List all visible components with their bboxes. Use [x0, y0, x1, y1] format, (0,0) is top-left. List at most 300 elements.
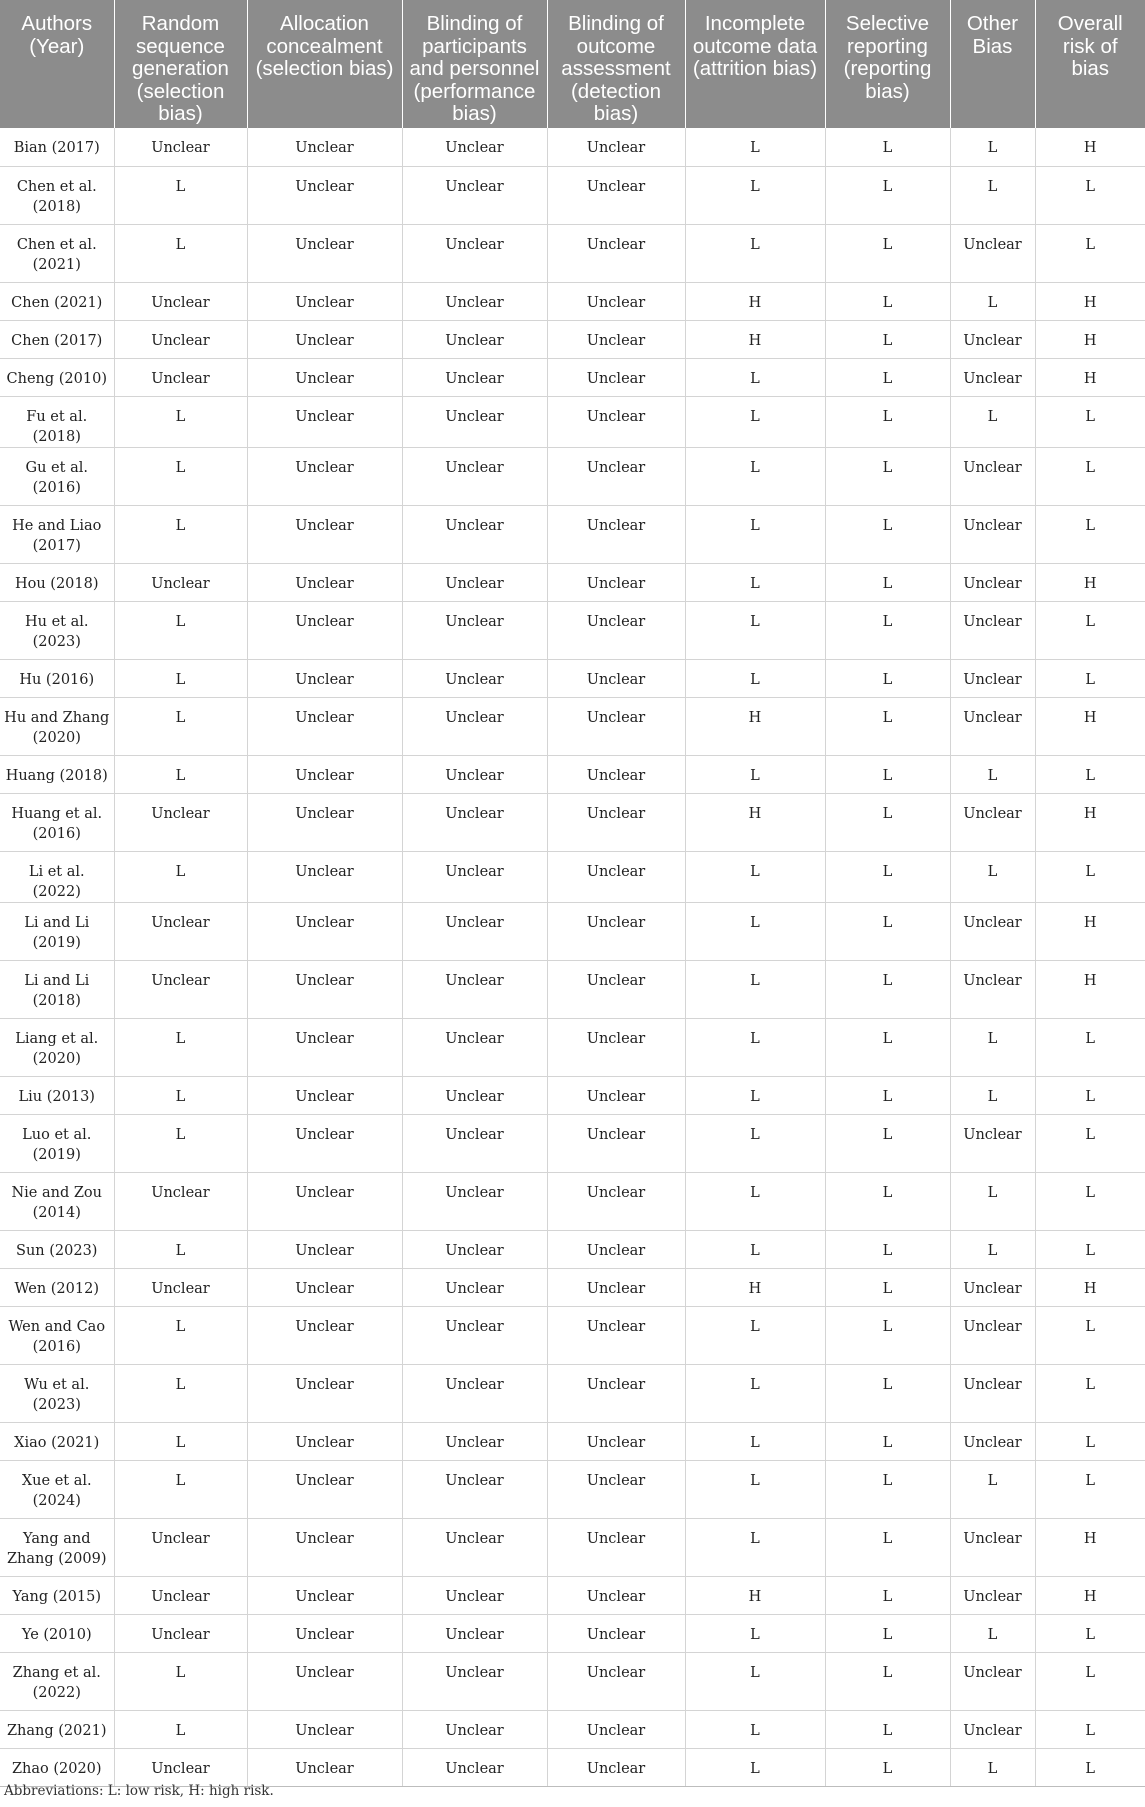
cell-blinding-outcome: Unclear — [547, 1306, 685, 1364]
cell-blinding-outcome: Unclear — [547, 1172, 685, 1230]
cell-random-sequence: L — [114, 1230, 247, 1268]
cell-other-bias: Unclear — [950, 1710, 1035, 1748]
cell-blinding-participants: Unclear — [402, 505, 547, 563]
cell-selective-reporting: L — [825, 1518, 950, 1576]
cell-random-sequence: L — [114, 396, 247, 447]
cell-blinding-outcome: Unclear — [547, 1710, 685, 1748]
cell-incomplete-data: L — [685, 1306, 825, 1364]
cell-author: Nie and Zou (2014) — [0, 1172, 114, 1230]
cell-random-sequence: Unclear — [114, 960, 247, 1018]
cell-author: Hu and Zhang (2020) — [0, 697, 114, 755]
cell-selective-reporting: L — [825, 396, 950, 447]
cell-other-bias: Unclear — [950, 659, 1035, 697]
table-row — [0, 166, 1145, 224]
cell-other-bias: Unclear — [950, 1422, 1035, 1460]
cell-incomplete-data: L — [685, 1018, 825, 1076]
cell-selective-reporting: L — [825, 1230, 950, 1268]
cell-other-bias: L — [950, 1018, 1035, 1076]
cell-random-sequence: L — [114, 697, 247, 755]
table-row — [0, 1306, 1145, 1364]
cell-allocation: Unclear — [247, 1748, 402, 1786]
cell-incomplete-data: L — [685, 601, 825, 659]
header-cell-allocation: Allocation concealment (selection bias) — [247, 0, 402, 128]
cell-author: Gu et al. (2016) — [0, 447, 114, 505]
cell-overall-risk: H — [1035, 358, 1145, 396]
cell-allocation: Unclear — [247, 1518, 402, 1576]
cell-overall-risk: L — [1035, 396, 1145, 447]
cell-incomplete-data: H — [685, 1268, 825, 1306]
cell-other-bias: Unclear — [950, 1364, 1035, 1422]
cell-overall-risk: L — [1035, 1076, 1145, 1114]
cell-overall-risk: L — [1035, 601, 1145, 659]
header-cell-blinding-outcome: Blinding of outcome assessment (detection bias) — [547, 0, 685, 128]
cell-blinding-participants: Unclear — [402, 1306, 547, 1364]
cell-blinding-participants: Unclear — [402, 659, 547, 697]
cell-incomplete-data: L — [685, 902, 825, 960]
cell-blinding-participants: Unclear — [402, 166, 547, 224]
cell-selective-reporting: L — [825, 224, 950, 282]
cell-selective-reporting: L — [825, 960, 950, 1018]
cell-selective-reporting: L — [825, 505, 950, 563]
table-footnote: Abbreviations: L: low risk, H: high risk. — [4, 1783, 274, 1799]
table-row — [0, 1018, 1145, 1076]
cell-overall-risk: H — [1035, 697, 1145, 755]
cell-random-sequence: L — [114, 1076, 247, 1114]
cell-overall-risk: L — [1035, 1018, 1145, 1076]
cell-random-sequence: L — [114, 1364, 247, 1422]
cell-overall-risk: L — [1035, 1614, 1145, 1652]
cell-blinding-participants: Unclear — [402, 1576, 547, 1614]
header-cell-authors: Authors (Year) — [0, 0, 114, 128]
cell-author: Chen et al. (2021) — [0, 224, 114, 282]
cell-overall-risk: L — [1035, 1422, 1145, 1460]
cell-overall-risk: L — [1035, 1364, 1145, 1422]
cell-author: Liang et al. (2020) — [0, 1018, 114, 1076]
cell-random-sequence: L — [114, 1018, 247, 1076]
cell-allocation: Unclear — [247, 128, 402, 166]
cell-blinding-outcome: Unclear — [547, 697, 685, 755]
cell-allocation: Unclear — [247, 1114, 402, 1172]
cell-blinding-outcome: Unclear — [547, 1018, 685, 1076]
cell-allocation: Unclear — [247, 1018, 402, 1076]
table-row — [0, 320, 1145, 358]
cell-random-sequence: L — [114, 659, 247, 697]
cell-selective-reporting: L — [825, 1018, 950, 1076]
cell-overall-risk: H — [1035, 902, 1145, 960]
cell-allocation: Unclear — [247, 1364, 402, 1422]
cell-incomplete-data: H — [685, 320, 825, 358]
cell-incomplete-data: L — [685, 1364, 825, 1422]
cell-author: Xue et al. (2024) — [0, 1460, 114, 1518]
header-cell-incomplete-data: Incomplete outcome data (attrition bias) — [685, 0, 825, 128]
cell-allocation: Unclear — [247, 851, 402, 902]
cell-blinding-outcome: Unclear — [547, 447, 685, 505]
cell-random-sequence: Unclear — [114, 1614, 247, 1652]
table-row — [0, 960, 1145, 1018]
cell-blinding-outcome: Unclear — [547, 128, 685, 166]
cell-incomplete-data: H — [685, 697, 825, 755]
cell-author: Fu et al. (2018) — [0, 396, 114, 447]
cell-overall-risk: L — [1035, 166, 1145, 224]
table-row — [0, 1652, 1145, 1710]
cell-blinding-outcome: Unclear — [547, 1748, 685, 1786]
cell-blinding-participants: Unclear — [402, 1422, 547, 1460]
cell-overall-risk: H — [1035, 282, 1145, 320]
cell-author: Wen and Cao (2016) — [0, 1306, 114, 1364]
cell-random-sequence: Unclear — [114, 128, 247, 166]
cell-incomplete-data: L — [685, 505, 825, 563]
cell-allocation: Unclear — [247, 1576, 402, 1614]
table-row — [0, 1460, 1145, 1518]
cell-selective-reporting: L — [825, 320, 950, 358]
cell-overall-risk: H — [1035, 1518, 1145, 1576]
cell-blinding-outcome: Unclear — [547, 282, 685, 320]
table-row — [0, 659, 1145, 697]
cell-blinding-participants: Unclear — [402, 1076, 547, 1114]
cell-incomplete-data: L — [685, 1614, 825, 1652]
table-row — [0, 1422, 1145, 1460]
cell-blinding-participants: Unclear — [402, 1710, 547, 1748]
header-cell-random-sequence: Random sequence generation (selection bias) — [114, 0, 247, 128]
cell-allocation: Unclear — [247, 902, 402, 960]
cell-other-bias: Unclear — [950, 563, 1035, 601]
cell-other-bias: L — [950, 1460, 1035, 1518]
cell-random-sequence: Unclear — [114, 1172, 247, 1230]
cell-random-sequence: Unclear — [114, 1518, 247, 1576]
cell-author: Yang (2015) — [0, 1576, 114, 1614]
table-row — [0, 902, 1145, 960]
cell-blinding-participants: Unclear — [402, 1614, 547, 1652]
cell-selective-reporting: L — [825, 1652, 950, 1710]
cell-selective-reporting: L — [825, 1710, 950, 1748]
cell-other-bias: L — [950, 166, 1035, 224]
cell-author: Cheng (2010) — [0, 358, 114, 396]
cell-blinding-participants: Unclear — [402, 563, 547, 601]
cell-author: Hu et al. (2023) — [0, 601, 114, 659]
cell-overall-risk: L — [1035, 1114, 1145, 1172]
cell-author: Luo et al. (2019) — [0, 1114, 114, 1172]
cell-random-sequence: L — [114, 601, 247, 659]
cell-overall-risk: L — [1035, 1460, 1145, 1518]
cell-random-sequence: Unclear — [114, 1748, 247, 1786]
cell-allocation: Unclear — [247, 358, 402, 396]
cell-random-sequence: L — [114, 505, 247, 563]
header-row — [0, 0, 1145, 128]
cell-allocation: Unclear — [247, 1076, 402, 1114]
cell-overall-risk: L — [1035, 1748, 1145, 1786]
cell-selective-reporting: L — [825, 1460, 950, 1518]
cell-blinding-outcome: Unclear — [547, 1268, 685, 1306]
table-body — [0, 128, 1145, 1786]
cell-blinding-participants: Unclear — [402, 282, 547, 320]
cell-blinding-participants: Unclear — [402, 1652, 547, 1710]
cell-other-bias: Unclear — [950, 1114, 1035, 1172]
cell-other-bias: Unclear — [950, 960, 1035, 1018]
cell-allocation: Unclear — [247, 396, 402, 447]
cell-incomplete-data: H — [685, 282, 825, 320]
cell-incomplete-data: L — [685, 1114, 825, 1172]
cell-incomplete-data: L — [685, 166, 825, 224]
cell-overall-risk: H — [1035, 793, 1145, 851]
cell-blinding-participants: Unclear — [402, 601, 547, 659]
cell-blinding-participants: Unclear — [402, 902, 547, 960]
cell-author: Li and Li (2018) — [0, 960, 114, 1018]
cell-blinding-outcome: Unclear — [547, 1364, 685, 1422]
cell-other-bias: L — [950, 755, 1035, 793]
cell-allocation: Unclear — [247, 447, 402, 505]
cell-blinding-participants: Unclear — [402, 1268, 547, 1306]
cell-incomplete-data: L — [685, 1230, 825, 1268]
cell-random-sequence: L — [114, 755, 247, 793]
cell-overall-risk: L — [1035, 659, 1145, 697]
cell-allocation: Unclear — [247, 601, 402, 659]
table-row — [0, 128, 1145, 166]
cell-author: Huang (2018) — [0, 755, 114, 793]
cell-blinding-outcome: Unclear — [547, 1114, 685, 1172]
cell-allocation: Unclear — [247, 793, 402, 851]
cell-random-sequence: Unclear — [114, 563, 247, 601]
cell-incomplete-data: L — [685, 1748, 825, 1786]
cell-blinding-participants: Unclear — [402, 128, 547, 166]
cell-random-sequence: L — [114, 166, 247, 224]
table-row — [0, 224, 1145, 282]
table-row — [0, 793, 1145, 851]
cell-selective-reporting: L — [825, 697, 950, 755]
cell-incomplete-data: H — [685, 793, 825, 851]
cell-author: Zhang et al. (2022) — [0, 1652, 114, 1710]
cell-blinding-outcome: Unclear — [547, 793, 685, 851]
cell-other-bias: Unclear — [950, 697, 1035, 755]
cell-overall-risk: H — [1035, 960, 1145, 1018]
cell-overall-risk: L — [1035, 851, 1145, 902]
cell-random-sequence: Unclear — [114, 1576, 247, 1614]
cell-blinding-participants: Unclear — [402, 320, 547, 358]
cell-blinding-participants: Unclear — [402, 1114, 547, 1172]
cell-selective-reporting: L — [825, 128, 950, 166]
cell-random-sequence: L — [114, 1422, 247, 1460]
header-cell-other-bias: Other Bias — [950, 0, 1035, 128]
cell-blinding-participants: Unclear — [402, 697, 547, 755]
cell-blinding-outcome: Unclear — [547, 358, 685, 396]
cell-incomplete-data: L — [685, 358, 825, 396]
cell-other-bias: L — [950, 396, 1035, 447]
cell-allocation: Unclear — [247, 960, 402, 1018]
cell-selective-reporting: L — [825, 902, 950, 960]
cell-blinding-outcome: Unclear — [547, 320, 685, 358]
cell-selective-reporting: L — [825, 1576, 950, 1614]
cell-author: Wu et al. (2023) — [0, 1364, 114, 1422]
cell-random-sequence: L — [114, 224, 247, 282]
cell-overall-risk: H — [1035, 563, 1145, 601]
cell-blinding-participants: Unclear — [402, 1018, 547, 1076]
cell-selective-reporting: L — [825, 1114, 950, 1172]
cell-allocation: Unclear — [247, 659, 402, 697]
table-row — [0, 1230, 1145, 1268]
cell-other-bias: L — [950, 1076, 1035, 1114]
cell-blinding-outcome: Unclear — [547, 1652, 685, 1710]
cell-overall-risk: L — [1035, 505, 1145, 563]
cell-random-sequence: Unclear — [114, 793, 247, 851]
cell-incomplete-data: L — [685, 755, 825, 793]
table-row — [0, 1364, 1145, 1422]
cell-allocation: Unclear — [247, 1172, 402, 1230]
cell-author: Li et al. (2022) — [0, 851, 114, 902]
cell-selective-reporting: L — [825, 1172, 950, 1230]
cell-allocation: Unclear — [247, 755, 402, 793]
cell-blinding-participants: Unclear — [402, 851, 547, 902]
cell-selective-reporting: L — [825, 1076, 950, 1114]
cell-allocation: Unclear — [247, 1422, 402, 1460]
cell-selective-reporting: L — [825, 851, 950, 902]
cell-incomplete-data: H — [685, 1576, 825, 1614]
table-row — [0, 1614, 1145, 1652]
cell-random-sequence: L — [114, 1306, 247, 1364]
cell-allocation: Unclear — [247, 505, 402, 563]
cell-selective-reporting: L — [825, 659, 950, 697]
cell-incomplete-data: L — [685, 1710, 825, 1748]
cell-author: Chen (2021) — [0, 282, 114, 320]
cell-blinding-participants: Unclear — [402, 1748, 547, 1786]
cell-selective-reporting: L — [825, 1268, 950, 1306]
cell-blinding-outcome: Unclear — [547, 659, 685, 697]
cell-allocation: Unclear — [247, 697, 402, 755]
table-row — [0, 447, 1145, 505]
cell-overall-risk: H — [1035, 320, 1145, 358]
cell-selective-reporting: L — [825, 1614, 950, 1652]
cell-other-bias: L — [950, 1748, 1035, 1786]
cell-blinding-outcome: Unclear — [547, 166, 685, 224]
cell-author: Ye (2010) — [0, 1614, 114, 1652]
table-row — [0, 396, 1145, 447]
cell-blinding-participants: Unclear — [402, 1364, 547, 1422]
cell-blinding-participants: Unclear — [402, 396, 547, 447]
cell-incomplete-data: L — [685, 1172, 825, 1230]
header-cell-selective-reporting: Selective reporting (reporting bias) — [825, 0, 950, 128]
cell-author: Hou (2018) — [0, 563, 114, 601]
cell-author: Xiao (2021) — [0, 1422, 114, 1460]
cell-allocation: Unclear — [247, 1268, 402, 1306]
cell-blinding-outcome: Unclear — [547, 1460, 685, 1518]
cell-incomplete-data: L — [685, 1652, 825, 1710]
cell-other-bias: Unclear — [950, 1518, 1035, 1576]
cell-random-sequence: Unclear — [114, 320, 247, 358]
cell-incomplete-data: L — [685, 447, 825, 505]
cell-blinding-participants: Unclear — [402, 960, 547, 1018]
cell-allocation: Unclear — [247, 1614, 402, 1652]
cell-overall-risk: L — [1035, 447, 1145, 505]
cell-author: Liu (2013) — [0, 1076, 114, 1114]
cell-random-sequence: Unclear — [114, 358, 247, 396]
table-row — [0, 1576, 1145, 1614]
cell-blinding-participants: Unclear — [402, 755, 547, 793]
cell-author: Hu (2016) — [0, 659, 114, 697]
table-row — [0, 601, 1145, 659]
cell-incomplete-data: L — [685, 224, 825, 282]
cell-selective-reporting: L — [825, 1306, 950, 1364]
cell-other-bias: Unclear — [950, 505, 1035, 563]
table-row — [0, 358, 1145, 396]
table-row — [0, 1748, 1145, 1786]
header-cell-overall-risk: Overall risk of bias — [1035, 0, 1145, 128]
cell-overall-risk: H — [1035, 1576, 1145, 1614]
table-row — [0, 1268, 1145, 1306]
cell-blinding-outcome: Unclear — [547, 1230, 685, 1268]
cell-blinding-outcome: Unclear — [547, 960, 685, 1018]
table-row — [0, 563, 1145, 601]
cell-blinding-outcome: Unclear — [547, 755, 685, 793]
cell-selective-reporting: L — [825, 358, 950, 396]
cell-other-bias: L — [950, 282, 1035, 320]
cell-overall-risk: L — [1035, 1710, 1145, 1748]
cell-selective-reporting: L — [825, 166, 950, 224]
cell-incomplete-data: L — [685, 960, 825, 1018]
cell-overall-risk: L — [1035, 1306, 1145, 1364]
cell-other-bias: Unclear — [950, 601, 1035, 659]
cell-author: Huang et al. (2016) — [0, 793, 114, 851]
cell-blinding-participants: Unclear — [402, 447, 547, 505]
cell-author: Yang and Zhang (2009) — [0, 1518, 114, 1576]
cell-incomplete-data: L — [685, 659, 825, 697]
cell-overall-risk: L — [1035, 1230, 1145, 1268]
cell-other-bias: Unclear — [950, 320, 1035, 358]
cell-author: He and Liao (2017) — [0, 505, 114, 563]
cell-author: Chen et al. (2018) — [0, 166, 114, 224]
cell-other-bias: L — [950, 128, 1035, 166]
table-row — [0, 282, 1145, 320]
cell-random-sequence: L — [114, 1460, 247, 1518]
cell-blinding-outcome: Unclear — [547, 505, 685, 563]
cell-selective-reporting: L — [825, 755, 950, 793]
cell-selective-reporting: L — [825, 563, 950, 601]
cell-selective-reporting: L — [825, 1422, 950, 1460]
cell-random-sequence: L — [114, 1652, 247, 1710]
cell-blinding-participants: Unclear — [402, 224, 547, 282]
cell-incomplete-data: L — [685, 1076, 825, 1114]
cell-allocation: Unclear — [247, 224, 402, 282]
cell-blinding-outcome: Unclear — [547, 1422, 685, 1460]
cell-allocation: Unclear — [247, 1460, 402, 1518]
cell-overall-risk: H — [1035, 128, 1145, 166]
cell-random-sequence: L — [114, 447, 247, 505]
table-row — [0, 1114, 1145, 1172]
cell-other-bias: Unclear — [950, 793, 1035, 851]
cell-allocation: Unclear — [247, 1306, 402, 1364]
cell-incomplete-data: L — [685, 563, 825, 601]
cell-blinding-outcome: Unclear — [547, 1076, 685, 1114]
cell-other-bias: L — [950, 1230, 1035, 1268]
cell-blinding-outcome: Unclear — [547, 396, 685, 447]
cell-allocation: Unclear — [247, 1230, 402, 1268]
cell-overall-risk: L — [1035, 224, 1145, 282]
header-cell-blinding-participants: Blinding of participants and personnel (performance bias) — [402, 0, 547, 128]
cell-random-sequence: L — [114, 1710, 247, 1748]
cell-random-sequence: Unclear — [114, 282, 247, 320]
cell-selective-reporting: L — [825, 1364, 950, 1422]
cell-random-sequence: L — [114, 851, 247, 902]
cell-overall-risk: L — [1035, 755, 1145, 793]
cell-selective-reporting: L — [825, 447, 950, 505]
cell-other-bias: Unclear — [950, 1576, 1035, 1614]
cell-other-bias: Unclear — [950, 902, 1035, 960]
table-row — [0, 1172, 1145, 1230]
cell-other-bias: Unclear — [950, 447, 1035, 505]
cell-blinding-outcome: Unclear — [547, 1576, 685, 1614]
cell-author: Bian (2017) — [0, 128, 114, 166]
cell-other-bias: Unclear — [950, 1652, 1035, 1710]
table-row — [0, 851, 1145, 902]
cell-blinding-participants: Unclear — [402, 1172, 547, 1230]
cell-blinding-outcome: Unclear — [547, 1614, 685, 1652]
